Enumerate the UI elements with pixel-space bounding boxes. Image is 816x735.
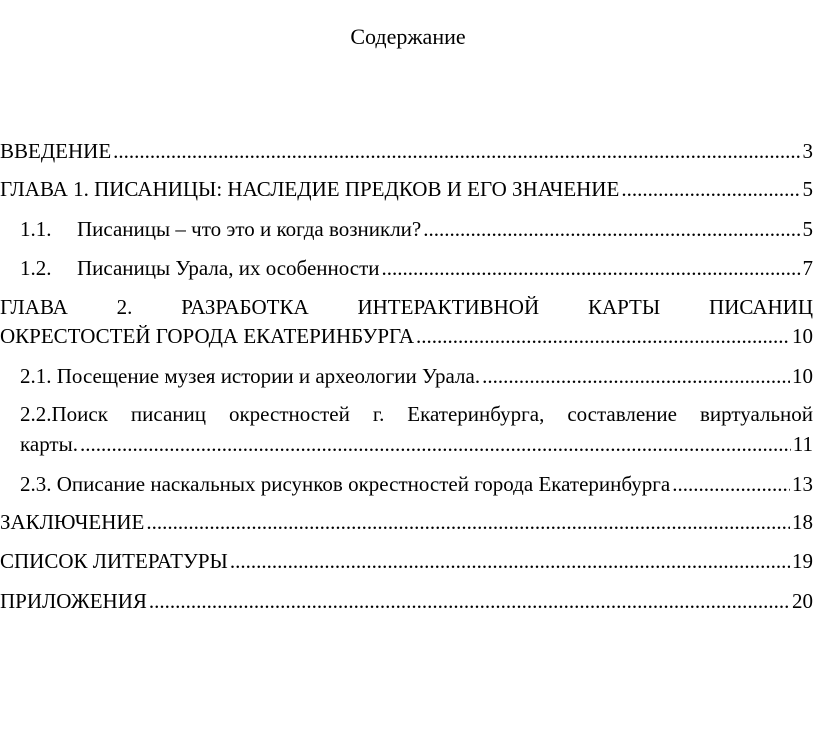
toc-entry-label: ВВЕДЕНИЕ — [0, 139, 112, 163]
dot-leader — [113, 137, 800, 165]
toc-entry-section-2-2 — [20, 430, 813, 458]
toc-page-number: 20 — [792, 589, 813, 613]
toc-page-number: 10 — [792, 364, 813, 388]
toc-section-number: 1.2. — [20, 256, 52, 280]
toc-entry-section-1-1 — [20, 215, 813, 243]
toc-page-number: 5 — [802, 217, 813, 241]
toc-entry-conclusion — [0, 508, 813, 536]
dot-leader — [149, 587, 790, 615]
toc-entry-label: ГЛАВА 1. ПИСАНИЦЫ: НАСЛЕДИЕ ПРЕДКОВ И ЕГО ЗНАЧЕНИЕ — [0, 177, 620, 201]
dot-leader — [416, 322, 790, 350]
dot-leader — [382, 254, 801, 282]
toc-entry-label: ЗАКЛЮЧЕНИЕ — [0, 510, 145, 534]
dot-leader — [80, 430, 791, 458]
toc-page-number: 5 — [802, 177, 813, 201]
toc-page-number: 3 — [802, 139, 813, 163]
toc-page-number: 13 — [792, 472, 813, 496]
toc-entry-label: СПИСОК ЛИТЕРАТУРЫ — [0, 549, 228, 573]
dot-leader — [621, 175, 800, 203]
toc-page-number: 7 — [802, 256, 813, 280]
toc-entry-section-2-1 — [20, 362, 813, 390]
toc-entry-label — [20, 254, 380, 282]
dot-leader — [230, 547, 790, 575]
toc-entry-chapter-2 — [0, 322, 813, 350]
toc-section-number: 1.1. — [20, 217, 52, 241]
dot-leader — [423, 215, 800, 243]
toc-entry-label: 2.1. Посещение музея истории и археологии Урала. — [20, 364, 481, 388]
toc-entry-intro — [0, 137, 813, 165]
toc-entry-appendix — [0, 587, 813, 615]
toc-page-number: 10 — [792, 324, 813, 348]
toc-page-number: 11 — [792, 432, 813, 456]
toc-page-number: 18 — [792, 510, 813, 534]
toc-title: Содержание — [350, 24, 466, 49]
dot-leader — [146, 508, 790, 536]
toc-entry-label: ПРИЛОЖЕНИЯ — [0, 589, 147, 613]
toc-entry-section-2-3 — [20, 470, 813, 498]
toc-section-title: Писаницы – что это и когда возникли? — [77, 217, 422, 241]
toc-entry-label — [20, 215, 421, 243]
toc-entry-section-2-2-line-1: 2.2.Поиск писаниц окрестностей г. Екатеринбурга, составление виртуальной — [20, 402, 813, 426]
toc-entry-label: карты. — [20, 432, 78, 456]
toc-entry-chapter-1 — [0, 175, 813, 203]
toc-entry-literature — [0, 547, 813, 575]
dot-leader — [672, 470, 790, 498]
toc-entry-label: ОКРЕСТОСТЕЙ ГОРОДА ЕКАТЕРИНБУРГА — [0, 324, 415, 348]
toc-entry-label: 2.3. Описание наскальных рисунков окрестностей города Екатеринбурга — [20, 472, 671, 496]
toc-entry-section-1-2 — [20, 254, 813, 282]
toc-section-title: Писаницы Урала, их особенности — [77, 256, 380, 280]
toc-page-number: 19 — [792, 549, 813, 573]
toc-entry-chapter-2-line-1: ГЛАВА 2. РАЗРАБОТКА ИНТЕРАКТИВНОЙ КАРТЫ ПИСАНИЦ — [0, 295, 813, 319]
dot-leader — [482, 362, 790, 390]
